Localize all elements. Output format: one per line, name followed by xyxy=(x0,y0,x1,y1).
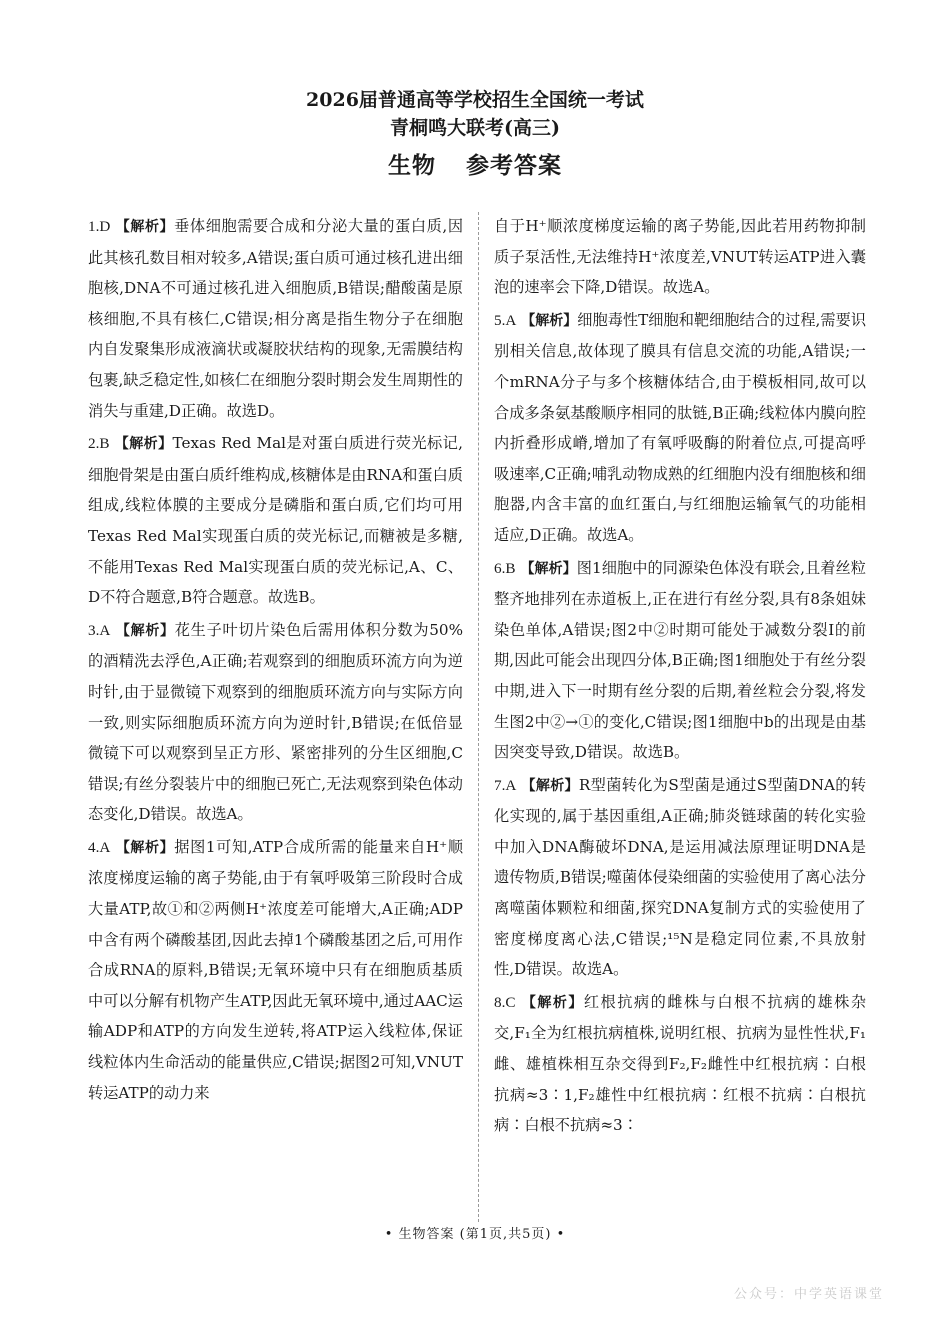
analysis-tag: 【解析】 xyxy=(521,994,584,1011)
item-text: 自于H⁺顺浓度梯度运输的离子势能,因此若用药物抑制质子泵活性,无法维持H⁺浓度差,VNUT转运ATP进入囊泡的速率会下降,D错误。故选A。 xyxy=(494,217,866,297)
answer-item-4 xyxy=(88,832,463,1108)
answer-item-8 xyxy=(494,987,866,1141)
item-text: 图1细胞中的同源染色体没有联会,且着丝粒整齐地排列在赤道板上,正在进行有丝分裂,具有8条姐妹染色单体,A错误;图2中②时期可能处于减数分裂Ⅰ的前期,因此可能会出现四分体,B正确;图1细胞处于有丝分裂中期,进入下一时期有丝分裂的后期,着丝粒会分裂,将发生图2中②→①的变化,C错误;图1细胞中b的出现是由基因突变导致,D错误。故选B。 xyxy=(494,558,866,762)
answer-item-4-continued xyxy=(494,211,866,303)
analysis-tag: 【解析】 xyxy=(114,436,173,453)
item-text: 细胞毒性T细胞和靶细胞结合的过程,需要识别相关信息,故体现了膜具有信息交流的功能,A错误;一个mRNA分子与多个核糖体结合,由于模板相同,故可以合成多条氨基酸顺序相同的肽链,B正确;线粒体内膜向腔内折叠形成嵴,增加了有氧呼吸酶的附着位点,可提高呼吸速率,C正确;哺乳动物成熟的红细胞内没有细胞核和细胞器,内含丰富的血红蛋白,与红细胞运输氧气的功能相适应,D正确。故选A。 xyxy=(494,310,867,544)
item-number: 8.C xyxy=(494,993,516,1011)
page-footer: • 生物答案 (第1页,共5页) • xyxy=(384,1227,566,1242)
exam-subtitle: 青桐鸣大联考(高三) xyxy=(390,117,560,139)
item-number: 1.D xyxy=(88,218,111,235)
item-text: 据图1可知,ATP合成所需的能量来自H⁺顺浓度梯度运输的离子势能,由于有氧呼吸第三阶段时合成大量ATP,故①和②两侧H⁺浓度差可能增大,A正确;ADP中含有两个磷酸基团,因此去掉1个磷酸基团之后,可用作合成RNA的原料,B错误;无氧环境中只有在细胞质基质中可以分解有机物产生ATP,因此无氧环境中,通过AAC运输ADP和ATP的方向发生逆转,将ATP运入线粒体,保证线粒体内生命活动的能量供应,C错误;据图2可知,VNUT转运ATP的动力来 xyxy=(88,837,464,1102)
watermark: 公众号：中学英语课堂 xyxy=(733,1287,884,1302)
answer-item-3 xyxy=(88,615,463,830)
item-number: 4.A xyxy=(88,838,111,856)
item-number: 6.B xyxy=(494,559,516,577)
answer-label: 参考答案 xyxy=(466,152,562,179)
item-number: 2.B xyxy=(88,435,110,453)
item-text: 红根抗病的雌株与白根不抗病的雄株杂交,F₁全为红根抗病植株,说明红根、抗病为显性性状,F₁雌、雄植株相互杂交得到F₂,F₂雌性中红根抗病∶白根抗病≈3∶1,F₂雄性中红根抗病∶红根不抗病∶白根抗病∶白根不抗病≈3∶ xyxy=(494,992,867,1135)
analysis-tag: 【解析】 xyxy=(521,312,578,329)
analysis-tag: 【解析】 xyxy=(520,560,577,577)
left-column xyxy=(88,211,463,1110)
item-text: Texas Red Mal是对蛋白质进行荧光标记,细胞骨架是由蛋白质纤维构成,核糖体是由RNA和蛋白质组成,线粒体膜的主要成分是磷脂和蛋白质,它们均可用Texas Red Mal实现蛋白质的荧光标记,而糖被是多糖,不能用Texas Red Mal实现蛋白质的荧光标记,A、C、D不符合题意,B符合题意。故选B。 xyxy=(88,434,464,607)
analysis-tag: 【解析】 xyxy=(115,622,175,639)
answer-item-6 xyxy=(494,553,866,768)
exam-title: 2026届普通高等学校招生全国统一考试 xyxy=(306,89,644,111)
item-number: 7.A xyxy=(494,776,517,794)
right-column xyxy=(494,211,866,1143)
answer-item-5 xyxy=(494,305,866,551)
page-header xyxy=(0,86,950,182)
answer-heading xyxy=(0,150,950,182)
analysis-tag: 【解析】 xyxy=(521,777,579,794)
answer-item-7 xyxy=(494,770,866,985)
item-text: 花生子叶切片染色后需用体积分数为50%的酒精洗去浮色,A正确;若观察到的细胞质环流方向为逆时针,由于显微镜下观察到的细胞质环流方向与实际方向一致,则实际细胞质环流方向为逆时针,B错误;在低倍显微镜下可以观察到呈正方形、紧密排列的分生区细胞,C错误;有丝分裂装片中的细胞已死亡,无法观察到染色体动态变化,D错误。故选A。 xyxy=(88,620,464,824)
subject-label: 生物 xyxy=(388,152,436,179)
item-text: R型菌转化为S型菌是通过S型菌DNA的转化实现的,属于基因重组,A正确;肺炎链球菌的转化实验中加入DNA酶破坏DNA,是运用减法原理证明DNA是遗传物质,B错误;噬菌体侵染细菌的实验使用了离心法分离噬菌体颗粒和细菌,探究DNA复制方式的实验使用了密度梯度离心法,C错误;¹⁵N是稳定同位素,不具放射性,D错误。故选A。 xyxy=(494,775,867,979)
item-number: 3.A xyxy=(88,621,111,639)
item-number: 5.A xyxy=(494,311,517,329)
analysis-tag: 【解析】 xyxy=(115,219,175,235)
analysis-tag: 【解析】 xyxy=(115,839,175,856)
answer-item-2 xyxy=(88,428,463,613)
item-text: 垂体细胞需要合成和分泌大量的蛋白质,因此其核孔数目相对较多,A错误;蛋白质可通过核孔进出细胞核,DNA不可通过核孔进入细胞质,B错误;醋酸菌是原核细胞,不具有核仁,C错误;相分离是指生物分子在细胞内自发聚集形成液滴状或凝胶状结构的现象,无需膜结构包裹,缺乏稳定性,如核仁在细胞分裂时期会发生周期性的消失与重建,D正确。故选D。 xyxy=(88,217,464,420)
column-divider xyxy=(478,212,479,1222)
answer-item-1 xyxy=(88,211,463,426)
